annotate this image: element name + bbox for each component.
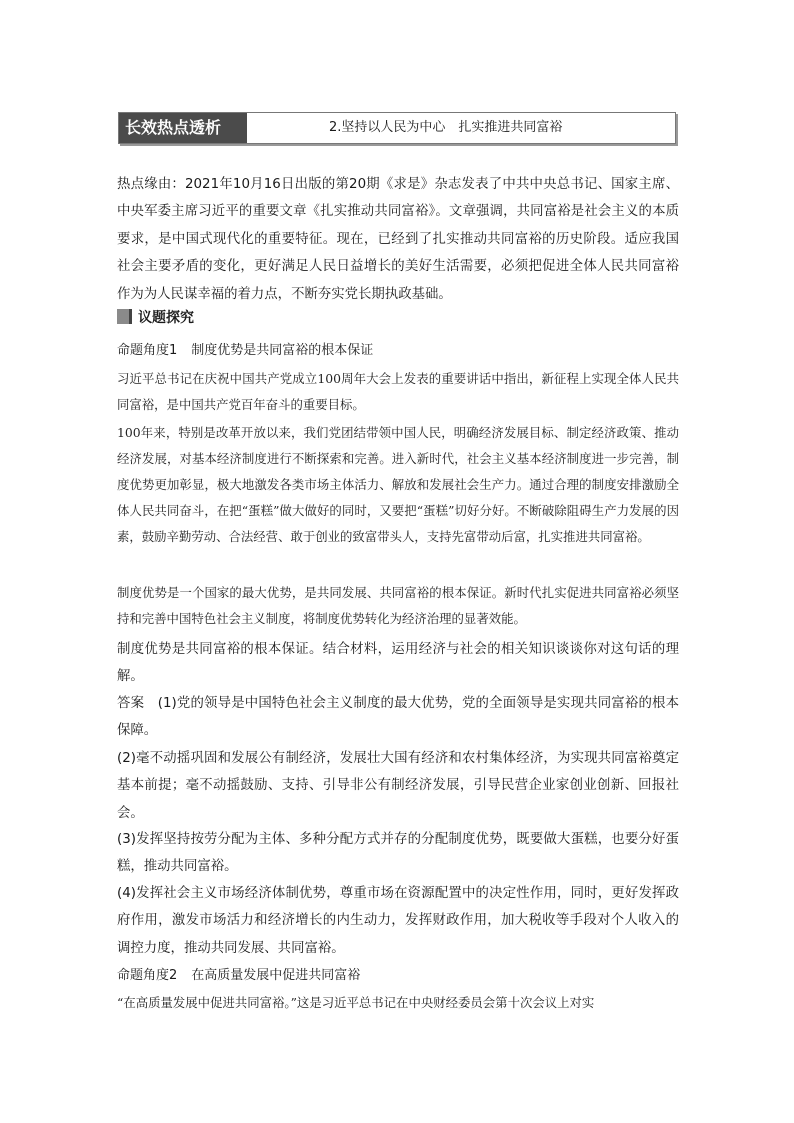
answer-point-1-text: (1)党的领导是中国特色社会主义制度的最大优势，党的全面领导是实现共同富裕的根本保障。 bbox=[117, 696, 680, 739]
header-tag: 长效热点透析 bbox=[119, 113, 247, 143]
material-2-start: “在高质量发展中促进共同富裕。”这是习近平总书记在中央财经委员会第十次会议上对实 bbox=[117, 995, 595, 1010]
material-1-para-3: 制度优势是一个国家的最大优势，是共同发展、共同富裕的根本保证。新时代扎实促进共同富裕必须坚持和完善中国特色社会主义制度，将制度优势转化为经济治理的显著效能。 bbox=[117, 585, 679, 626]
answer-point-2: (2)毫不动摇巩固和发展公有制经济，发展壮大国有经济和农村集体经济，为实现共同富裕奠定基本前提；毫不动摇鼓励、支持、引导非公有制经济发展，引导民营企业家创业创新、回报社会。 bbox=[117, 751, 679, 821]
section-marker-icon bbox=[117, 309, 132, 324]
angle-2-heading bbox=[117, 966, 360, 986]
angle-2-title: 在高质量发展中促进共同富裕 bbox=[191, 968, 361, 983]
section-header-bar bbox=[118, 112, 676, 144]
section-heading bbox=[117, 307, 194, 329]
header-title: 2.坚持以人民为中心 扎实推进共同富裕 bbox=[329, 120, 563, 135]
material-1-para-2: 100年来，特别是改革开放以来，我们党团结带领中国人民，明确经济发展目标、制定经济政策、推动经济发展，对基本经济制度进行不断探索和完善。进入新时代，社会主义基本经济制度进一步完善，制度优势更加彰显，极大地激发各类市场主体活力、解放和发展社会生产力。通过合理的制度安排激励全体人民共同奋斗，在把“蛋糕”做大做好的同时，又要把“蛋糕”切好分好。不断破除阻碍生产力发展的因素，鼓励辛勤劳动、合法经营、敢于创业的致富带头人，支持先富带动后富，扎实推进共同富裕。 bbox=[117, 425, 679, 544]
intro-paragraph: 热点缘由：2021年10月16日出版的第20期《求是》杂志发表了中共中央总书记、国家主席、中央军委主席习近平的重要文章《扎实推动共同富裕》。文章强调，共同富裕是社会主义的本质要求，是中国式现代化的重要特征。现在，已经到了扎实推动共同富裕的历史阶段。适应我国社会主要矛盾的变化，更好满足人民日益增长的美好生活需要，必须把促进全体人民共同富裕作为为人民谋幸福的着力点，不断夯实党长期执政基础。 bbox=[117, 177, 679, 302]
answer-label: 答案 bbox=[117, 696, 145, 711]
question-1: 制度优势是共同富裕的根本保证。结合材料，运用经济与社会的相关知识谈谈你对这句话的理解。 bbox=[117, 642, 679, 685]
section-heading-text: 议题探究 bbox=[138, 310, 194, 326]
angle-1-heading bbox=[117, 341, 373, 361]
answer-point-3: (3)发挥坚持按劳分配为主体、多种分配方式并存的分配制度优势，既要做大蛋糕，也要分好蛋糕，推动共同富裕。 bbox=[117, 832, 679, 875]
answer-point-1 bbox=[117, 690, 679, 745]
angle-2-label: 命题角度2 bbox=[117, 968, 178, 983]
angle-1-title: 制度优势是共同富裕的根本保证 bbox=[191, 343, 374, 358]
material-1-para-1: 习近平总书记在庆祝中国共产党成立100周年大会上发表的重要讲话中指出，新征程上实现全体人民共同富裕，是中国共产党百年奋斗的重要目标。 bbox=[117, 371, 679, 412]
angle-1-label: 命题角度1 bbox=[117, 343, 178, 358]
answer-point-4: (4)发挥社会主义市场经济体制优势，尊重市场在资源配置中的决定性作用，同时，更好发挥政府作用，激发市场活力和经济增长的内生动力，发挥财政作用，加大税收等手段对个人收入的调控力度，推动共同发展、共同富裕。 bbox=[117, 886, 679, 956]
